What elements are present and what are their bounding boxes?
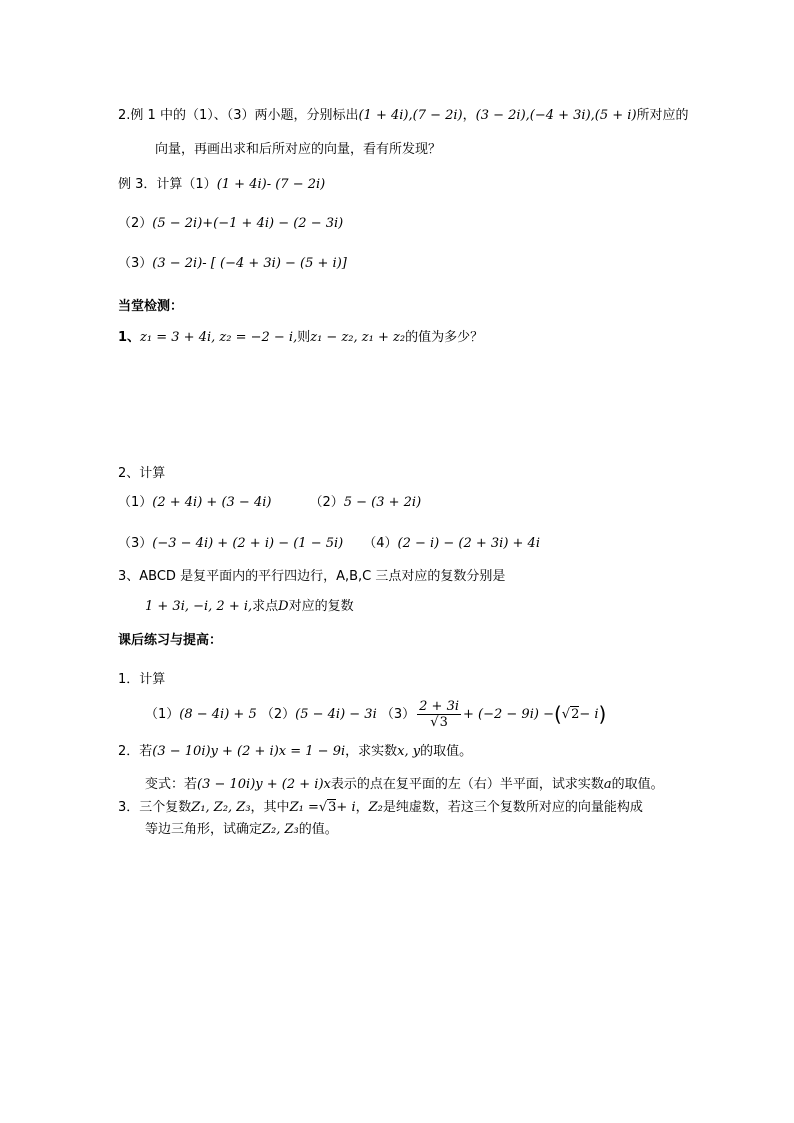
check-q2-p3: (−3 − 4i) + (2 + i) − (1 − 5i): [152, 536, 344, 551]
check-q3-line2: [145, 597, 354, 617]
example3-line3: [118, 254, 347, 274]
check-q2-p2-label: （2）: [309, 495, 344, 510]
check-q1-math: z₁ = 3 + 4i, z₂ = −2 − i,: [140, 330, 298, 345]
after-q1-p1-label: （1）: [145, 707, 180, 722]
after-q2-math: (3 − 10i)y + (2 + i)x = 1 − 9i: [152, 744, 346, 759]
example3-label: 例 3．计算（1）: [118, 177, 217, 192]
check-q2-p4-label: （4）: [363, 536, 398, 551]
after-heading: 课后练习与提高：: [118, 633, 223, 648]
after-q2: [118, 742, 472, 762]
after-q1-p3-rest: + (−2 − 9i) −: [463, 707, 554, 722]
after-variant: [145, 775, 664, 795]
after-q1-p3-numerator: 2 + 3i: [419, 699, 460, 714]
check-q2-p4: (2 − i) − (2 + 3i) + 4i: [397, 536, 540, 551]
after-q3-mid2: ，: [355, 800, 369, 815]
check-q2-row2: [118, 534, 540, 554]
check-q3-line1: 3、ABCD 是复平面内的平行四边行，A,B,C 三点对应的复数分别是: [118, 569, 506, 584]
check-q1-tail: 的值为多少？: [405, 330, 484, 345]
intro-q2-text1: 2.例 1 中的（1）、（3）两小题，分别标出: [118, 108, 359, 123]
intro-q2-math2: (3 − 2i),(−4 + 3i),(5 + i): [475, 108, 637, 123]
intro-q2-math1: (1 + 4i),(7 − 2i): [358, 108, 463, 123]
intro-q2-line1: [118, 106, 689, 126]
after-q1-p3-sqrt: √2: [561, 707, 580, 722]
example3-expr1: (1 + 4i)- (7 − 2i): [216, 177, 326, 192]
after-variant-prefix: 变式：若: [145, 777, 198, 792]
check-q2-p2: 5 − (3 + 2i): [343, 495, 422, 510]
after-q1-p3-label: （3）: [380, 707, 416, 722]
after-q3-z1: Z₁ =: [289, 800, 319, 815]
after-q1-p3-tail: − i: [579, 707, 599, 722]
example3-p2-label: （2）: [118, 216, 153, 231]
after-q1-title: 1．计算: [118, 672, 166, 687]
after-q2-prefix: 2．若: [118, 744, 153, 759]
after-variant-mid: 表示的点在复平面的左（右）半平面，试求实数: [330, 777, 604, 792]
after-q1-p2: (5 − 4i) − 3i: [295, 707, 377, 722]
after-q1-p3-fraction: [417, 699, 461, 730]
check-q1-number: 1、: [118, 330, 141, 345]
after-q3-sqrt-radicand: 3: [328, 800, 337, 815]
check-heading: 当堂检测：: [118, 299, 184, 314]
check-q2-p1: (2 + 4i) + (3 − 4i): [152, 495, 272, 510]
after-q3-mid: ，其中: [250, 800, 290, 815]
after-variant-math: (3 − 10i)y + (2 + i)x: [197, 777, 331, 792]
example3-p3-label: （3）: [118, 256, 153, 271]
after-q1-p1: (8 − 4i) + 5: [179, 707, 257, 722]
example3-line1: [118, 175, 325, 195]
check-q3-tail1: 求点: [252, 599, 279, 614]
after-q3-tail: 是纯虚数，若这三个复数所对应的向量能构成: [382, 800, 643, 815]
intro-q2-line2: 向量，再画出求和后所对应的向量，看有所发现？: [155, 142, 442, 157]
after-q1-p3-close-paren: ): [598, 702, 607, 726]
after-q1-p2-label: （2）: [260, 707, 296, 722]
after-q1-p3-denominator: √3: [430, 715, 448, 730]
check-q3-point-d: D: [278, 599, 289, 614]
after-q3-line2-math: Z₂, Z₃: [262, 822, 299, 837]
intro-q2-sep: ，: [462, 108, 476, 123]
example3-expr3: (3 − 2i)- [ (−4 + 3i) − (5 + i)]: [152, 256, 347, 271]
after-q1-p3-den-radicand: 3: [439, 715, 448, 730]
after-variant-a: a: [603, 777, 612, 792]
after-q3-sqrt: √3: [318, 800, 337, 815]
check-q2-title: 2、计算: [118, 466, 166, 481]
check-q2-p3-label: （3）: [118, 536, 153, 551]
after-q1-p3-open-paren: (: [553, 702, 562, 726]
after-q1-row: [145, 698, 606, 731]
check-q3-math: 1 + 3i, −i, 2 + i,: [145, 599, 253, 614]
after-q3-prefix: 3．三个复数: [118, 800, 192, 815]
example3-expr2: (5 − 2i)+(−1 + 4i) − (2 − 3i): [152, 216, 344, 231]
after-q3-line1: [118, 798, 643, 818]
check-q1-math2: z₁ − z₂, z₁ + z₂: [310, 330, 406, 345]
after-q2-vars: x, y: [397, 744, 421, 759]
check-q3-tail2: 对应的复数: [288, 599, 354, 614]
after-variant-tail: 的取值。: [611, 777, 664, 792]
check-q2-row1: [118, 493, 421, 513]
after-q3-line2: [145, 820, 338, 840]
example3-line2: [118, 214, 343, 234]
check-q1: [118, 328, 483, 348]
check-q2-p1-label: （1）: [118, 495, 153, 510]
after-q3-z: Z₁, Z₂, Z₃: [191, 800, 251, 815]
after-q3-line2-a: 等边三角形，试确定: [145, 822, 263, 837]
check-q1-then: 则: [297, 330, 311, 345]
after-q1-p3-sqrt-radicand: 2: [571, 707, 580, 722]
intro-q2-text2: 所对应的: [636, 108, 689, 123]
after-q2-tail: 的取值。: [420, 744, 473, 759]
after-q2-mid: ，求实数: [345, 744, 398, 759]
after-q3-plus-i: + i: [336, 800, 356, 815]
after-q3-z2: Z₂: [368, 800, 383, 815]
after-q3-line2-b: 的值。: [298, 822, 338, 837]
